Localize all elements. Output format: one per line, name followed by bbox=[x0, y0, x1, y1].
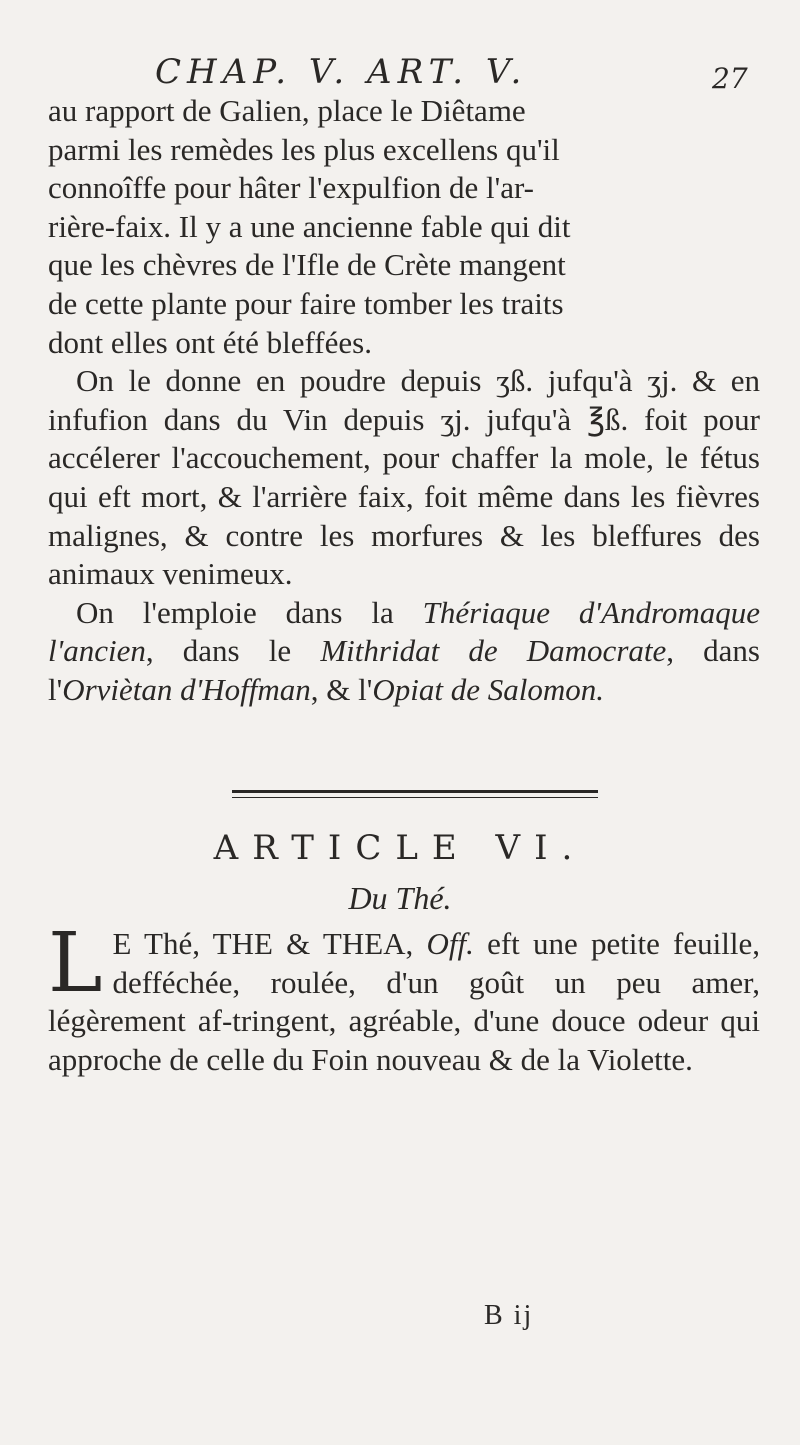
article-subtitle: Du Thé. bbox=[348, 880, 452, 916]
divider-thick-line bbox=[232, 790, 598, 793]
usage-separator: , dans le bbox=[145, 633, 292, 669]
text-line: connoîffe pour hâter l'expulfion de l'ar- bbox=[48, 170, 534, 206]
the-intro: E Thé, THE & THEA, bbox=[112, 926, 427, 961]
text-line: que les chèvres de l'Ifle de Crète mangent bbox=[48, 247, 566, 283]
article-vi-body bbox=[48, 916, 760, 1079]
officinal-abbrev: Off. bbox=[426, 926, 474, 961]
text-line: au rapport de Galien, place le Diêtame bbox=[48, 93, 526, 128]
usage-prefix: On l'emploie dans la bbox=[76, 594, 394, 630]
paragraph-the bbox=[48, 916, 760, 1079]
the-description: eft une petite feuille, defféchée, roulée, d'un goût un peu amer, légèrement af-tringent, agréable, d'une douce odeur qui approche de celle du Foin nouveau & de la Violette. bbox=[48, 926, 760, 1077]
article-v-continuation bbox=[48, 92, 760, 710]
running-head: CHAP. V. ART. V. bbox=[155, 52, 528, 92]
page-header bbox=[0, 52, 800, 96]
remedy-theriaque: Thériaque d'Andromaque l'ancien bbox=[48, 594, 760, 669]
text-line: de cette plante pour faire tomber les traits bbox=[48, 285, 564, 321]
section-divider bbox=[232, 790, 598, 806]
remedy-opiat: Opiat de Salomon. bbox=[372, 671, 604, 707]
paragraph-dictame bbox=[48, 92, 760, 362]
text-line: rière-faix. Il y a une ancienne fable qui dit bbox=[48, 208, 571, 244]
drop-cap: L bbox=[48, 916, 103, 1011]
remedy-orvietan: Orviètan d'Hoffman bbox=[62, 671, 311, 707]
signature-mark: B ij bbox=[484, 1300, 534, 1331]
usage-separator: , dans l' bbox=[48, 633, 760, 707]
article-title: ARTICLE VI. bbox=[213, 828, 587, 868]
paragraph-dosage: On le donne en poudre depuis ʒß. jufqu'à ʒj. & en infufion dans du Vin depuis ʒj. jufqu'à ℥ß. foit pour accélerer l'accouchement, pour chaffer la mole, le fétus qui eft mort, & l'arrière faix, foit même dans les fièvres malignes, & contre les morfures & les bleffures des animaux venimeux. bbox=[48, 363, 760, 592]
paragraph-usage bbox=[48, 594, 760, 710]
remedy-mithridat: Mithridat de Damocrate bbox=[320, 633, 667, 669]
text-line: parmi les remèdes les plus excellens qu'il bbox=[48, 131, 560, 167]
text-line: dont elles ont été bleffées. bbox=[48, 324, 372, 360]
page-number: 27 bbox=[712, 62, 748, 95]
usage-separator: , & l' bbox=[310, 671, 373, 707]
divider-thin-line bbox=[232, 797, 598, 798]
